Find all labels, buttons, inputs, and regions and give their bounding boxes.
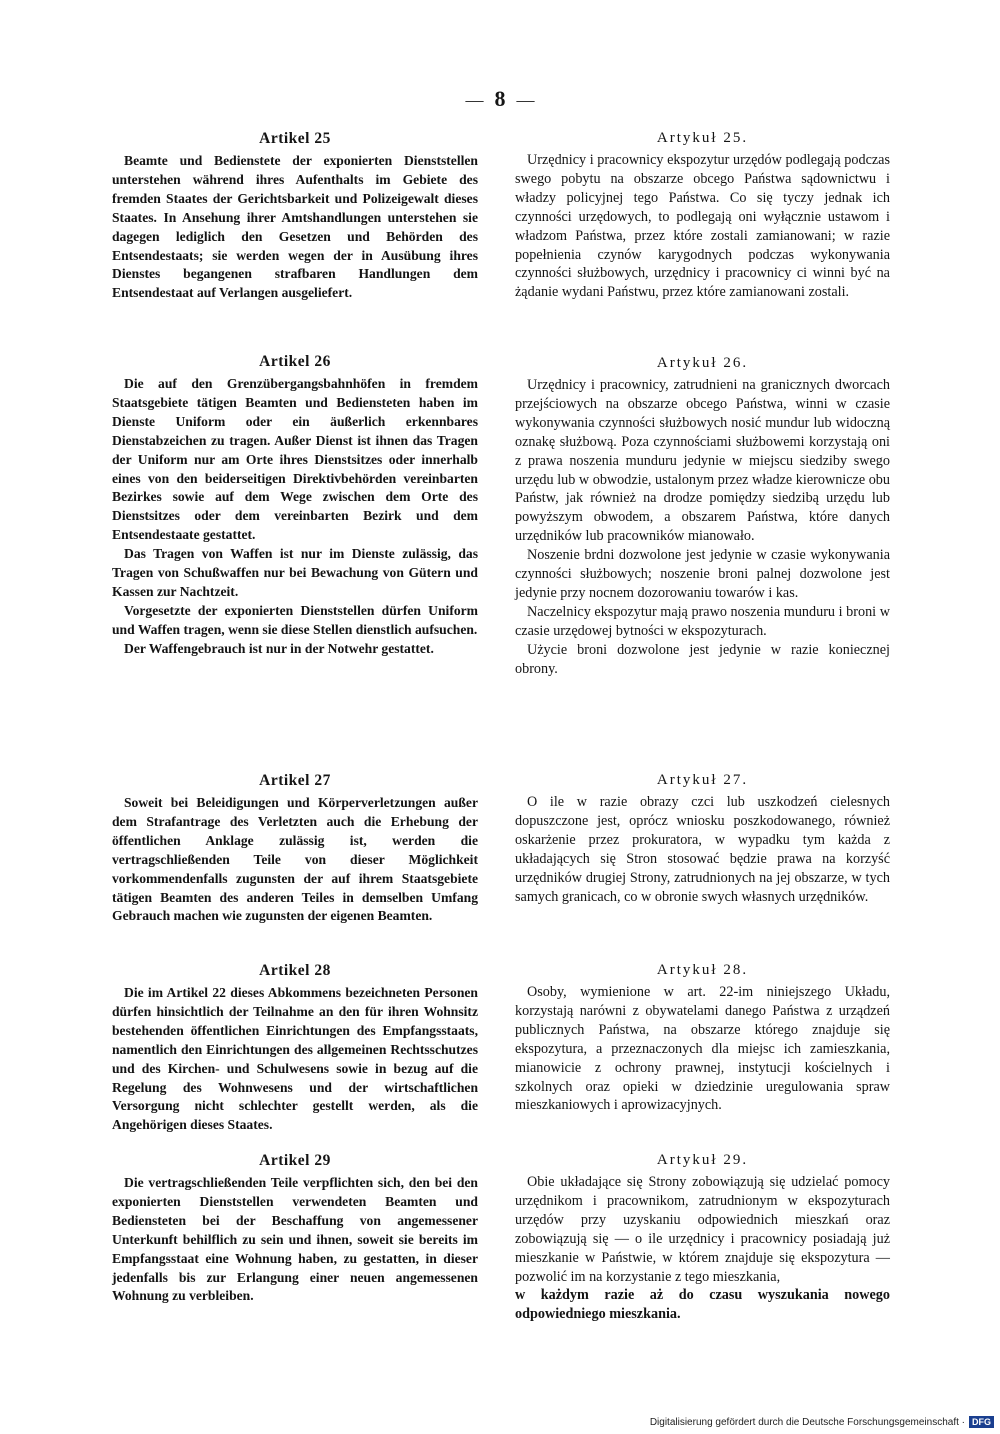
article-paragraph: Obie układające się Strony zobowiązują się udzielać pomocy urzędnikom i pracownikom, zatrudnionym w ekspozyturach urzędów przy uzyskaniu odpowiednich mieszkań oraz zobowiązują się — o ile urzędnicy i pracownicy posiadają już mieszkanie w Państwie, w którem znajduje się ekspozytura — pozwolić im na korzystanie z tego mieszkania, [515, 1174, 890, 1285]
german-article-26 [112, 353, 478, 659]
article-paragraph: Die im Artikel 22 dieses Abkommens bezeichneten Personen dürfen hinsichtlich der Teilnahme an den für ihren Wohnsitz bestehenden öffentlichen Einrichtungen des Empfangsstaats, namentlich den Einrichtungen des allgemeinen Rechtsschutzes und des Kirchen- und Schulwesens sowie in bezug auf die Regelung des Wohnwesens und der wirtschaftlichen Versorgung nicht schlechter gestellt werden, als die Angehörigen dieses Staates. [112, 985, 478, 1133]
footer-text: Digitalisierung gefördert durch die Deutsche Forschungsgemeinschaft · [649, 1416, 965, 1428]
article-title: Artykuł 27. [656, 772, 749, 788]
german-article-27 [112, 772, 478, 926]
german-article-28 [112, 962, 478, 1135]
article-paragraph: Soweit bei Beleidigungen und Körperverletzungen außer dem Strafantrage des Verletzten auch die Erhebung der öffentlichen Anklage zulässig ist, werden die vertragschließenden Teile von dieser Möglichkeit vorkommendenfalls zugunsten der auf ihrem Staatsgebiete tätigen Beamten des anderen Teiles in demselben Umfang Gebrauch machen wie zugunsten der eigenen Beamten. [112, 795, 478, 924]
article-paragraph: Beamte und Bedienstete der exponierten Dienststellen unterstehen während ihres Aufenthalts im Gebiete des fremden Staates der Gerichtsbarkeit und Polizeigewalt dieses Staates. In Ansehung ihrer Amtshandlungen unterstehen sie dagegen lediglich den Gesetzen und Behörden des Entsendestaats; sie werden wegen der in Ausübung ihres Dienstes begangenen strafbaren Handlungen dem Entsendestaat auf Verlangen ausgeliefert. [112, 153, 478, 301]
page-number: 8 [494, 86, 506, 111]
header-dash-left: — [465, 90, 484, 110]
german-article-25 [112, 130, 478, 303]
article-paragraph: Naczelnicy ekspozytur mają prawo noszenia munduru i broni w czasie urzędowej bytności w ekspozyturach. [515, 603, 890, 639]
article-paragraph: Urzędnicy i pracownicy, zatrudnieni na granicznych dworcach przejściowych na obszarze obcego Państwa, winni w czasie wykonywania czynności służbowych nosić mundur lub widoczną oznakę służbową. Poza czynnościami służbowemi korzystają oni z prawa noszenia munduru jedynie w miejscu siedziby swego urzędu lub w obwodzie, ustalonym przez władze kierownicze obu Państw, jak również na drodze pomiędzy siedzibą urzędu lub powyższym obwodem, a obszarem Państwa, które danych urzędników lub pracowników mianowało. [515, 377, 890, 545]
article-title: Artikel 25 [259, 130, 331, 147]
article-paragraph: Das Tragen von Waffen ist nur im Dienste zulässig, das Tragen von Schußwaffen nur bei Bewachung von Gütern und Kassen zur Nachtzeit. [112, 546, 478, 599]
article-title: Artykuł 26. [656, 355, 749, 371]
article-paragraph: Osoby, wymienione w art. 22-im niniejszego Układu, korzystają narówni z obywatelami danego Państwa z urządzeń publicznych Państwa, na obszarze którego znajduje się ekspozytura, a przeznaczonych dla miejsc ich zamieszkania, mianowicie z ochrony prawnej, instytucji kościelnych i szkolnych oraz opieki w dziedzinie uregulowania spraw mieszkaniowych i aprowizacyjnych. [515, 984, 890, 1114]
article-title: Artykuł 29. [656, 1152, 749, 1168]
polish-article-25 [515, 130, 890, 302]
polish-article-28 [515, 962, 890, 1115]
article-title: Artykuł 28. [656, 962, 749, 978]
article-paragraph: Die auf den Grenzübergangsbahnhöfen in fremdem Staatsgebiete tätigen Beamten und Bediensteten haben im Dienste Uniform oder ein äußerlich erkennbares Dienstabzeichen zu tragen. Außer Dienst ist ihnen das Tragen der Uniform nur am Orte ihres Dienstsitzes oder innerhalb eines von den beiderseitigen Direktivbehörden vereinbarten Bezirkes sowie auf dem Wege zwischen dem Orte des Dienstsitzes oder dem vereinbarten Bezirk und dem Entsendestaate gestattet. [112, 376, 478, 543]
page-header [0, 86, 1000, 112]
polish-article-26 [515, 355, 890, 679]
article-title: Artikel 28 [259, 962, 331, 979]
header-dash-right: — [516, 90, 535, 110]
article-paragraph: O ile w razie obrazy czci lub uszkodzeń cielesnych dopuszczone jest, oprócz wniosku poszkodowanego, również oskarżenie przez prokuratora, w wypadku tym każda z układających się Stron stosować będzie prawa na korzyść urzędników drugiej Strony, zatrudnionych na jej obszarze, w tych samych granicach, co w obronie swych własnych urzędników. [515, 794, 890, 905]
german-article-29 [112, 1152, 478, 1306]
footer-credit [650, 1416, 994, 1428]
polish-article-29 [515, 1152, 890, 1324]
article-paragraph: Noszenie brdni dozwolone jest jedynie w czasie wykonywania czynności służbowych; noszenie broni palnej dozwolone jest jedynie przy nocnem dozorowaniu towarów i kas. [515, 547, 890, 601]
article-paragraph-bold: w każdym razie aż do czasu wyszukania nowego odpowiedniego mieszkania. [515, 1287, 890, 1323]
article-paragraph: Vorgesetzte der exponierten Dienststellen dürfen Uniform und Waffen tragen, wenn sie diese Stellen dienstlich aufsuchen. [112, 602, 478, 637]
article-title: Artikel 29 [259, 1152, 331, 1169]
dfg-logo: DFG [969, 1416, 994, 1428]
article-paragraph: Użycie broni dozwolone jest jedynie w razie koniecznej obrony. [515, 641, 890, 677]
article-title: Artikel 26 [259, 353, 331, 370]
article-paragraph: Urzędnicy i pracownicy ekspozytur urzędów podlegają podczas swego pobytu na obszarze obcego Państwa sądownictwu i władzy policyjnej tego Państwa. Co się tyczy jednak ich czynności urzędowych, to podlegają oni wyłącznie ustawom i władzom Państwa, przez które zostali zamianowani; w razie popełnienia czynów karygodnych podczas wykonywania czynności służbowych, urzędnicy i pracownicy ci winni być na żądanie wydani Państwu, przez które zamianowani zostali. [515, 152, 890, 301]
article-paragraph: Der Waffengebrauch ist nur in der Notwehr gestattet. [124, 640, 434, 656]
article-title: Artykuł 25. [656, 130, 749, 146]
article-paragraph: Die vertragschließenden Teile verpflichten sich, den bei den exponierten Dienststellen verwendeten Beamten und Bediensteten bei der Beschaffung von angemessener Unterkunft behilflich zu sein und ihnen, soweit sie bereits im Empfangsstaat eine Wohnung haben, zu gestatten, in dieser jedenfalls bis zur Erlangung einer neuen angemessenen Wohnung zu verbleiben. [112, 1175, 478, 1304]
polish-article-27 [515, 772, 890, 906]
article-title: Artikel 27 [259, 772, 331, 789]
